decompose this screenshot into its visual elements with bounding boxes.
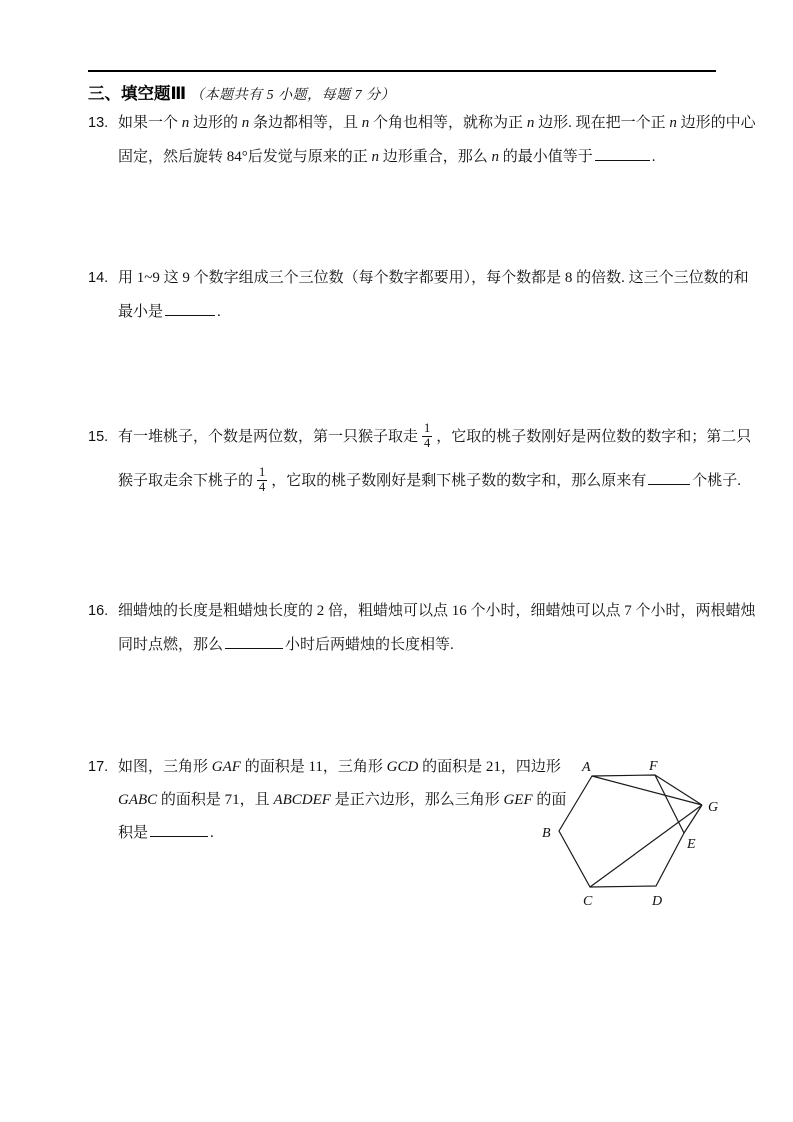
hexagon-outline bbox=[559, 775, 684, 887]
text-run: . bbox=[217, 304, 221, 320]
section-title: 三、填空题Ⅲ bbox=[88, 85, 187, 103]
text-run: ，它取的桃子数刚好是两位数的数字和；第二只 bbox=[436, 429, 752, 445]
problem-text bbox=[118, 415, 752, 503]
section-header bbox=[88, 80, 728, 104]
vertex-label-C: C bbox=[583, 894, 593, 909]
math-variable: n bbox=[491, 149, 500, 165]
math-variable: n bbox=[241, 115, 250, 131]
problem-number: 13. bbox=[88, 115, 109, 131]
problem-line bbox=[118, 415, 752, 459]
text-run: 用 1~9 这 9 个数字组成三个三位数（每个数字都要用），每个数都是 8 的倍数. 这三个三位数的和 bbox=[118, 270, 749, 286]
problem-number: 15. bbox=[88, 429, 109, 445]
answer-blank bbox=[150, 823, 208, 837]
text-run: 的最小值等于 bbox=[499, 149, 593, 165]
text-run: . bbox=[651, 149, 656, 165]
text-run: 积是 bbox=[118, 825, 149, 841]
problem-17 bbox=[88, 751, 567, 850]
problem-line bbox=[118, 295, 716, 329]
fraction: $\frac{1}{4}$ bbox=[259, 465, 266, 495]
math-variable: n bbox=[361, 115, 370, 131]
vertex-label-E: E bbox=[687, 837, 696, 852]
answer-blank bbox=[648, 471, 690, 485]
text-run: 同时点燃，那么 bbox=[118, 637, 224, 653]
text-run: 如果一个 bbox=[118, 115, 182, 131]
problem-line bbox=[118, 817, 538, 850]
vertex-label-A: A bbox=[582, 760, 591, 775]
problem-number: 14. bbox=[88, 270, 109, 286]
math-variable: n bbox=[181, 115, 190, 131]
problem-line bbox=[118, 628, 716, 662]
problem-15 bbox=[88, 415, 752, 503]
text-run: 个角也相等，就称为正 bbox=[369, 115, 527, 131]
vertex-label-B: B bbox=[542, 826, 551, 841]
text-run: . bbox=[210, 825, 214, 841]
problem-text bbox=[118, 106, 756, 174]
problem-14 bbox=[88, 261, 749, 329]
problem-16 bbox=[88, 594, 756, 662]
problem-text bbox=[118, 594, 756, 662]
problem-line bbox=[118, 261, 749, 295]
problem-line bbox=[118, 140, 716, 174]
vertex-label-F: F bbox=[649, 759, 658, 774]
problem-number: 17. bbox=[88, 759, 109, 775]
text-run: 的面积是 11，三角形 bbox=[240, 759, 387, 775]
answer-blank bbox=[225, 635, 283, 649]
section-divider bbox=[88, 70, 716, 72]
text-run: 边形重合，那么 bbox=[379, 149, 492, 165]
math-variable: ABCDEF bbox=[273, 792, 331, 808]
text-run: 有一堆桃子，个数是两位数，第一只猴子取走 bbox=[118, 429, 419, 445]
answer-blank bbox=[165, 302, 215, 316]
problem-line bbox=[118, 459, 742, 503]
math-variable: GEF bbox=[503, 792, 533, 808]
problem-line bbox=[118, 594, 756, 628]
text-run: ，它取的桃子数刚好是剩下桃子数的数字和，那么原来有 bbox=[271, 473, 647, 489]
text-run: 边形的中心 bbox=[676, 115, 756, 131]
text-run: 的面积是 71，且 bbox=[157, 792, 274, 808]
text-run: 边形的 bbox=[189, 115, 242, 131]
math-variable: GAF bbox=[211, 759, 241, 775]
text-run: 猴子取走余下桃子的 bbox=[118, 473, 254, 489]
text-run: 个桃子. bbox=[692, 473, 742, 489]
text-run: 如图，三角形 bbox=[118, 759, 212, 775]
text-run: 小时后两蜡烛的长度相等. bbox=[285, 637, 454, 653]
problem-line bbox=[118, 751, 561, 784]
text-run: 是正六边形，那么三角形 bbox=[330, 792, 504, 808]
fraction: $\frac{1}{4}$ bbox=[424, 421, 431, 451]
text-run: 细蜡烛的长度是粗蜡烛长度的 2 倍，粗蜡烛可以点 16 个小时，细蜡烛可以点 7 个小时，两根蜡烛 bbox=[118, 603, 756, 619]
problem-number: 16. bbox=[88, 603, 109, 619]
vertex-label-G: G bbox=[708, 800, 719, 815]
segment-AG bbox=[592, 776, 702, 805]
text-run: 最小是 bbox=[118, 304, 164, 320]
problem-13 bbox=[88, 106, 756, 174]
segment-CG bbox=[590, 805, 702, 887]
math-variable: n bbox=[371, 149, 380, 165]
segment-EG bbox=[684, 805, 702, 833]
vertex-label-D: D bbox=[652, 894, 663, 909]
math-variable: GCD bbox=[386, 759, 419, 775]
problem-text bbox=[118, 261, 749, 329]
text-run: 的面积是 21，四边形 bbox=[418, 759, 561, 775]
problem-text bbox=[118, 751, 567, 850]
problem-line bbox=[118, 784, 567, 817]
hexagon-figure-svg bbox=[538, 752, 733, 920]
math-variable: n bbox=[669, 115, 677, 131]
math-variable: GABC bbox=[118, 792, 158, 808]
answer-blank bbox=[595, 147, 650, 161]
problem-line bbox=[118, 106, 756, 140]
hexagon-figure bbox=[538, 752, 733, 920]
text-run: 边形. 现在把一个正 bbox=[534, 115, 670, 131]
math-variable: n bbox=[526, 115, 535, 131]
text-run: 的面 bbox=[532, 792, 567, 808]
section-note: （本题共有 5 小题，每题 7 分） bbox=[190, 88, 396, 103]
text-run: 固定，然后旋转 84°后发觉与原来的正 bbox=[118, 149, 372, 165]
text-run: 条边都相等，且 bbox=[249, 115, 362, 131]
